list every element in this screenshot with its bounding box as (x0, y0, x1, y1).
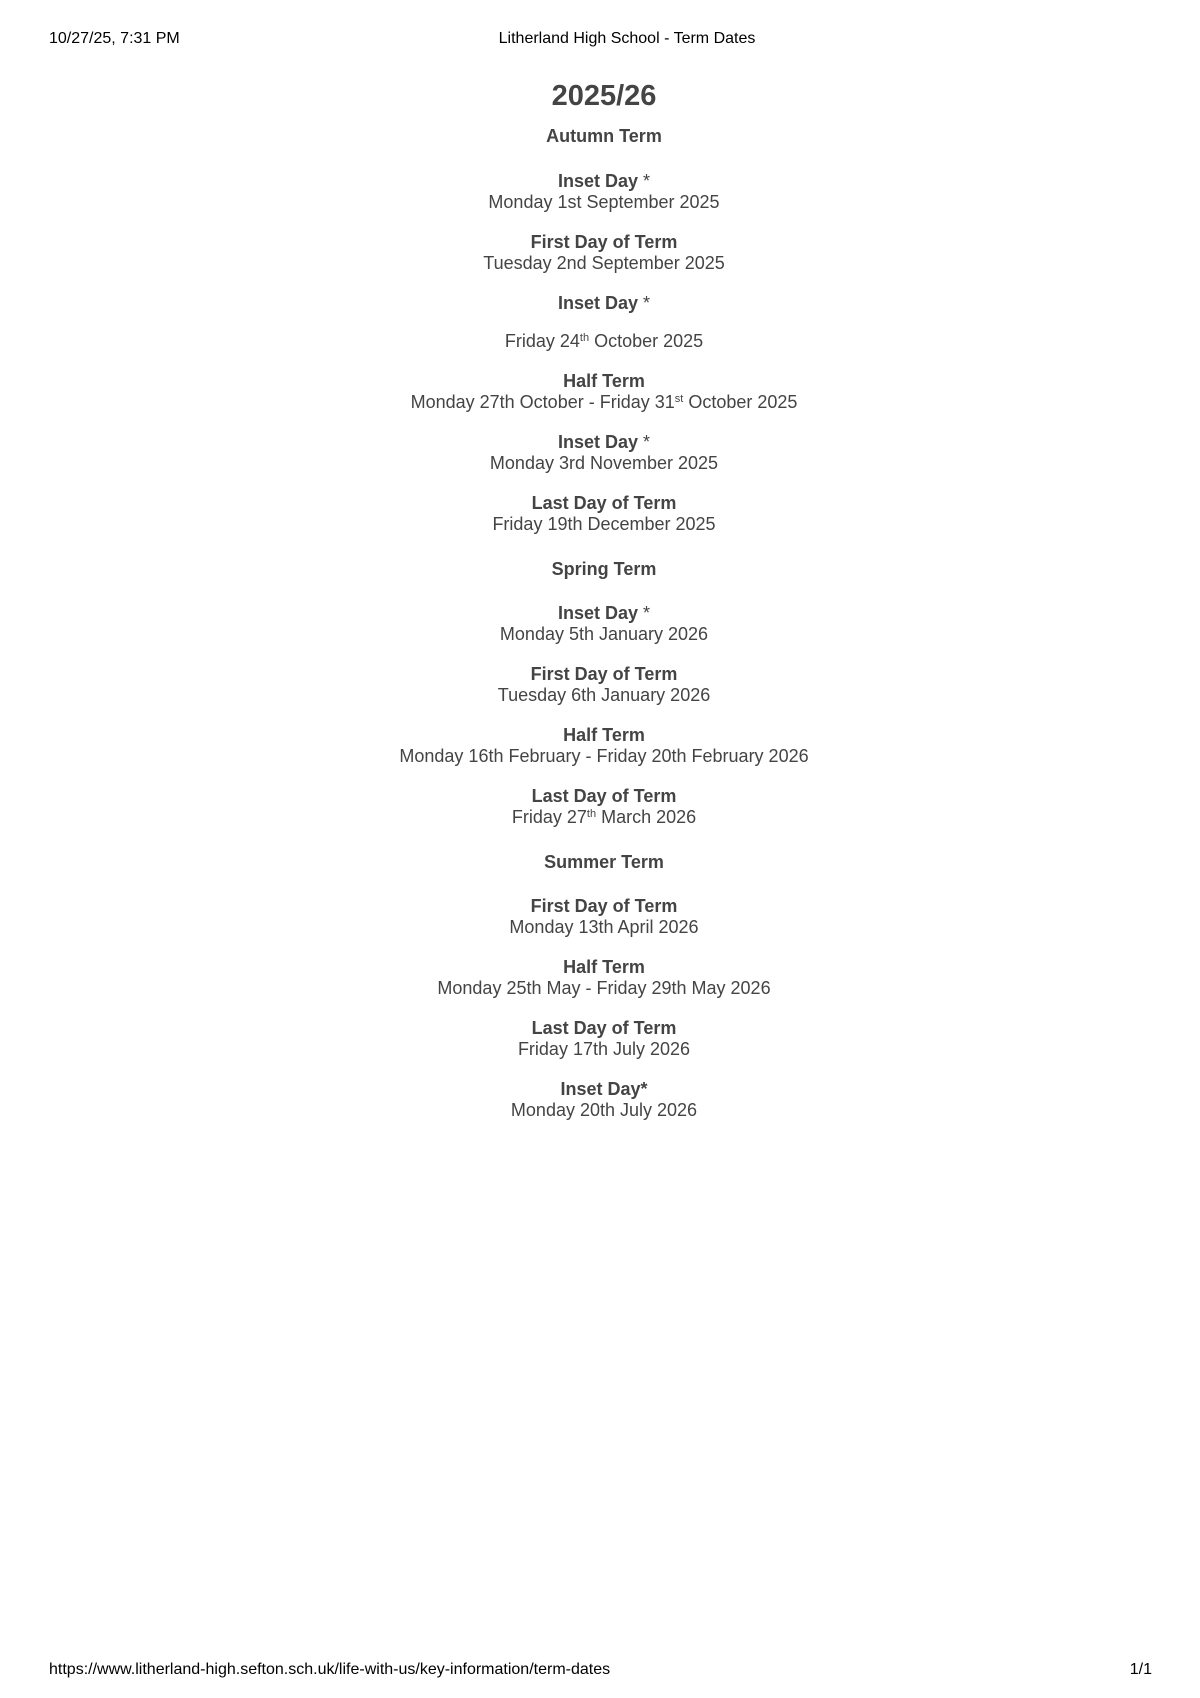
entry-date: Monday 1st September 2025 (488, 192, 720, 212)
entry-label: First Day of Term (530, 664, 678, 684)
entry-label: Inset Day (560, 1079, 641, 1099)
entry-label: Inset Day (557, 293, 639, 313)
entry-label: Inset Day (557, 171, 639, 191)
entry-date: Monday 3rd November 2025 (489, 453, 719, 473)
entry-date: Friday 19th December 2025 (492, 514, 716, 534)
entry-date: Monday 16th February - Friday 20th February 2026 (399, 746, 809, 766)
entry-date: Monday 25th May - Friday 29th May 2026 (437, 978, 771, 998)
entry-asterisk: * (638, 603, 651, 623)
spring-first-day (0, 664, 1200, 706)
entry-label: Half Term (563, 371, 645, 391)
entry-label: First Day of Term (530, 232, 678, 252)
autumn-inset-day-3 (0, 432, 1200, 474)
autumn-term-heading: Autumn Term (546, 126, 662, 146)
autumn-inset-day-2 (0, 293, 1200, 352)
spring-inset-day (0, 603, 1200, 645)
entry-asterisk: * (638, 171, 651, 191)
spring-last-day (0, 786, 1200, 828)
summer-last-day (0, 1018, 1200, 1060)
entry-label: Inset Day (557, 603, 639, 623)
entry-date: Monday 20th July 2026 (510, 1100, 698, 1120)
autumn-half-term (0, 371, 1200, 413)
entry-asterisk: * (638, 293, 651, 313)
print-page-number: 1/1 (1129, 1661, 1152, 1678)
entry-label: Last Day of Term (531, 786, 677, 806)
entry-date: Friday 27th March 2026 (511, 807, 697, 827)
print-page-url: https://www.litherland-high.sefton.sch.uk/life-with-us/key-information/term-dates (49, 1661, 611, 1678)
entry-date: Monday 27th October - Friday 31st October 2025 (410, 392, 798, 412)
print-datetime: 10/27/25, 7:31 PM (49, 30, 180, 47)
entry-date: Friday 24th October 2025 (504, 331, 704, 351)
print-page-title: Litherland High School - Term Dates (498, 30, 756, 47)
entry-label: Half Term (563, 957, 645, 977)
autumn-last-day (0, 493, 1200, 535)
term-dates-content (0, 76, 1200, 1121)
entry-label: Last Day of Term (531, 493, 677, 513)
autumn-first-day (0, 232, 1200, 274)
summer-inset-day (0, 1079, 1200, 1121)
autumn-inset-day-1 (0, 171, 1200, 213)
academic-year-title: 2025/26 (551, 80, 657, 112)
entry-label: Half Term (563, 725, 645, 745)
entry-label: First Day of Term (530, 896, 678, 916)
spring-term-heading: Spring Term (551, 559, 657, 579)
entry-label: Last Day of Term (531, 1018, 677, 1038)
spring-half-term (0, 725, 1200, 767)
entry-date: Friday 17th July 2026 (517, 1039, 691, 1059)
entry-date: Tuesday 2nd September 2025 (483, 253, 725, 273)
summer-term-heading: Summer Term (544, 852, 664, 872)
entry-date: Tuesday 6th January 2026 (497, 685, 711, 705)
summer-half-term (0, 957, 1200, 999)
entry-asterisk: * (638, 432, 651, 452)
entry-date: Monday 13th April 2026 (509, 917, 699, 937)
entry-date: Monday 5th January 2026 (499, 624, 709, 644)
summer-first-day (0, 896, 1200, 938)
entry-asterisk: * (640, 1079, 648, 1099)
entry-label: Inset Day (557, 432, 639, 452)
